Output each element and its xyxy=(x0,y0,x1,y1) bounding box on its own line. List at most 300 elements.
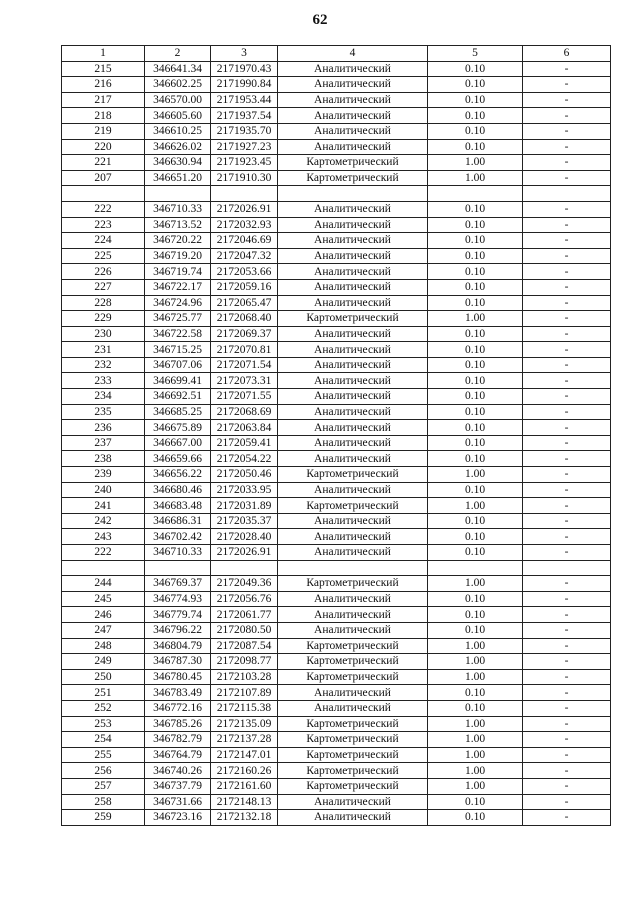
note-cell: - xyxy=(523,123,611,139)
header-cell-1: 1 xyxy=(62,46,145,62)
table-row xyxy=(62,201,611,217)
y-coordinate-cell: 2172068.40 xyxy=(211,311,278,327)
note-cell: - xyxy=(523,513,611,529)
point-number-cell: 235 xyxy=(62,404,145,420)
accuracy-cell: 0.10 xyxy=(428,389,523,405)
accuracy-cell: 0.10 xyxy=(428,591,523,607)
table-row xyxy=(62,279,611,295)
x-coordinate-cell: 346722.58 xyxy=(145,326,211,342)
point-number-cell: 222 xyxy=(62,545,145,561)
x-coordinate-cell: 346630.94 xyxy=(145,155,211,171)
y-coordinate-cell: 2172087.54 xyxy=(211,638,278,654)
point-number-cell: 239 xyxy=(62,467,145,483)
method-cell: Аналитический xyxy=(278,326,428,342)
y-coordinate-cell xyxy=(211,560,278,576)
accuracy-cell: 0.10 xyxy=(428,622,523,638)
accuracy-cell: 0.10 xyxy=(428,92,523,108)
method-cell: Аналитический xyxy=(278,529,428,545)
table-row xyxy=(62,123,611,139)
point-number-cell: 258 xyxy=(62,794,145,810)
method-cell: Аналитический xyxy=(278,295,428,311)
x-coordinate-cell: 346659.66 xyxy=(145,451,211,467)
table-row xyxy=(62,389,611,405)
note-cell: - xyxy=(523,451,611,467)
note-cell: - xyxy=(523,716,611,732)
accuracy-cell: 1.00 xyxy=(428,311,523,327)
method-cell: Картометрический xyxy=(278,732,428,748)
note-cell: - xyxy=(523,170,611,186)
point-number-cell: 223 xyxy=(62,217,145,233)
accuracy-cell: 0.10 xyxy=(428,123,523,139)
accuracy-cell: 0.10 xyxy=(428,139,523,155)
y-coordinate-cell: 2172047.32 xyxy=(211,248,278,264)
accuracy-cell: 0.10 xyxy=(428,108,523,124)
note-cell: - xyxy=(523,420,611,436)
method-cell: Аналитический xyxy=(278,685,428,701)
note-cell: - xyxy=(523,326,611,342)
point-number-cell: 254 xyxy=(62,732,145,748)
page-number: 62 xyxy=(312,12,328,28)
method-cell: Аналитический xyxy=(278,389,428,405)
y-coordinate-cell: 2172080.50 xyxy=(211,622,278,638)
x-coordinate-cell: 346683.48 xyxy=(145,498,211,514)
y-coordinate-cell: 2172035.37 xyxy=(211,513,278,529)
accuracy-cell: 1.00 xyxy=(428,669,523,685)
point-number-cell: 218 xyxy=(62,108,145,124)
accuracy-cell: 0.10 xyxy=(428,513,523,529)
accuracy-cell: 1.00 xyxy=(428,170,523,186)
accuracy-cell: 1.00 xyxy=(428,638,523,654)
x-coordinate-cell: 346785.26 xyxy=(145,716,211,732)
method-cell: Картометрический xyxy=(278,170,428,186)
x-coordinate-cell: 346692.51 xyxy=(145,389,211,405)
note-cell xyxy=(523,560,611,576)
x-coordinate-cell: 346737.79 xyxy=(145,778,211,794)
y-coordinate-cell: 2172033.95 xyxy=(211,482,278,498)
accuracy-cell: 0.10 xyxy=(428,357,523,373)
accuracy-cell: 0.10 xyxy=(428,233,523,249)
note-cell xyxy=(523,186,611,202)
method-cell: Аналитический xyxy=(278,622,428,638)
note-cell: - xyxy=(523,778,611,794)
accuracy-cell: 0.10 xyxy=(428,373,523,389)
point-number-cell: 256 xyxy=(62,763,145,779)
method-cell: Аналитический xyxy=(278,264,428,280)
note-cell: - xyxy=(523,373,611,389)
note-cell: - xyxy=(523,311,611,327)
y-coordinate-cell: 2172050.46 xyxy=(211,467,278,483)
note-cell: - xyxy=(523,201,611,217)
method-cell: Аналитический xyxy=(278,123,428,139)
table-row xyxy=(62,732,611,748)
y-coordinate-cell: 2172071.54 xyxy=(211,357,278,373)
x-coordinate-cell: 346796.22 xyxy=(145,622,211,638)
point-number-cell: 222 xyxy=(62,201,145,217)
table-row xyxy=(62,498,611,514)
y-coordinate-cell: 2172054.22 xyxy=(211,451,278,467)
method-cell: Картометрический xyxy=(278,716,428,732)
table-row xyxy=(62,186,611,202)
note-cell: - xyxy=(523,763,611,779)
method-cell: Картометрический xyxy=(278,763,428,779)
y-coordinate-cell: 2172032.93 xyxy=(211,217,278,233)
point-number-cell: 231 xyxy=(62,342,145,358)
x-coordinate-cell: 346720.22 xyxy=(145,233,211,249)
y-coordinate-cell: 2172147.01 xyxy=(211,747,278,763)
header-cell-6: 6 xyxy=(523,46,611,62)
accuracy-cell: 1.00 xyxy=(428,778,523,794)
point-number-cell: 253 xyxy=(62,716,145,732)
point-number-cell: 233 xyxy=(62,373,145,389)
note-cell: - xyxy=(523,139,611,155)
method-cell: Аналитический xyxy=(278,513,428,529)
table-row xyxy=(62,217,611,233)
point-number-cell: 224 xyxy=(62,233,145,249)
y-coordinate-cell: 2172103.28 xyxy=(211,669,278,685)
method-cell: Картометрический xyxy=(278,747,428,763)
x-coordinate-cell: 346783.49 xyxy=(145,685,211,701)
table-row xyxy=(62,139,611,155)
accuracy-cell: 0.10 xyxy=(428,685,523,701)
table-row xyxy=(62,607,611,623)
table-row xyxy=(62,716,611,732)
y-coordinate-cell: 2171953.44 xyxy=(211,92,278,108)
y-coordinate-cell: 2172046.69 xyxy=(211,233,278,249)
table-row xyxy=(62,513,611,529)
method-cell: Картометрический xyxy=(278,778,428,794)
point-number-cell: 240 xyxy=(62,482,145,498)
table-row xyxy=(62,622,611,638)
accuracy-cell: 0.10 xyxy=(428,326,523,342)
note-cell: - xyxy=(523,654,611,670)
note-cell: - xyxy=(523,279,611,295)
note-cell: - xyxy=(523,747,611,763)
y-coordinate-cell: 2171970.43 xyxy=(211,61,278,77)
accuracy-cell: 0.10 xyxy=(428,201,523,217)
table-row xyxy=(62,669,611,685)
note-cell: - xyxy=(523,685,611,701)
point-number-cell: 228 xyxy=(62,295,145,311)
point-number-cell: 252 xyxy=(62,700,145,716)
x-coordinate-cell: 346656.22 xyxy=(145,467,211,483)
table-row xyxy=(62,233,611,249)
point-number-cell: 234 xyxy=(62,389,145,405)
method-cell: Аналитический xyxy=(278,810,428,826)
point-number-cell: 215 xyxy=(62,61,145,77)
x-coordinate-cell: 346723.16 xyxy=(145,810,211,826)
x-coordinate-cell: 346605.60 xyxy=(145,108,211,124)
x-coordinate-cell: 346724.96 xyxy=(145,295,211,311)
point-number-cell: 232 xyxy=(62,357,145,373)
table-row xyxy=(62,342,611,358)
y-coordinate-cell: 2172135.09 xyxy=(211,716,278,732)
point-number-cell: 241 xyxy=(62,498,145,514)
method-cell: Аналитический xyxy=(278,357,428,373)
table-row xyxy=(62,357,611,373)
table-row xyxy=(62,482,611,498)
y-coordinate-cell: 2172065.47 xyxy=(211,295,278,311)
point-number-cell: 230 xyxy=(62,326,145,342)
header-cell-3: 3 xyxy=(211,46,278,62)
table-row xyxy=(62,311,611,327)
point-number-cell xyxy=(62,560,145,576)
point-number-cell: 227 xyxy=(62,279,145,295)
y-coordinate-cell: 2172031.89 xyxy=(211,498,278,514)
table-row xyxy=(62,420,611,436)
note-cell: - xyxy=(523,607,611,623)
note-cell: - xyxy=(523,732,611,748)
accuracy-cell: 1.00 xyxy=(428,716,523,732)
accuracy-cell: 0.10 xyxy=(428,342,523,358)
method-cell: Аналитический xyxy=(278,233,428,249)
point-number-cell: 229 xyxy=(62,311,145,327)
accuracy-cell: 0.10 xyxy=(428,545,523,561)
note-cell: - xyxy=(523,810,611,826)
y-coordinate-cell: 2172115.38 xyxy=(211,700,278,716)
y-coordinate-cell: 2172160.26 xyxy=(211,763,278,779)
note-cell: - xyxy=(523,669,611,685)
x-coordinate-cell: 346725.77 xyxy=(145,311,211,327)
table-body xyxy=(62,46,611,826)
table-row xyxy=(62,560,611,576)
y-coordinate-cell: 2172063.84 xyxy=(211,420,278,436)
note-cell: - xyxy=(523,61,611,77)
method-cell: Аналитический xyxy=(278,404,428,420)
x-coordinate-cell: 346715.25 xyxy=(145,342,211,358)
note-cell: - xyxy=(523,357,611,373)
note-cell: - xyxy=(523,264,611,280)
table-row xyxy=(62,326,611,342)
point-number-cell: 245 xyxy=(62,591,145,607)
x-coordinate-cell: 346570.00 xyxy=(145,92,211,108)
note-cell: - xyxy=(523,342,611,358)
y-coordinate-cell: 2172161.60 xyxy=(211,778,278,794)
y-coordinate-cell: 2171910.30 xyxy=(211,170,278,186)
note-cell: - xyxy=(523,217,611,233)
table-row xyxy=(62,404,611,420)
method-cell: Аналитический xyxy=(278,373,428,389)
method-cell: Картометрический xyxy=(278,498,428,514)
y-coordinate-cell: 2172026.91 xyxy=(211,545,278,561)
table-row xyxy=(62,373,611,389)
accuracy-cell: 0.10 xyxy=(428,794,523,810)
y-coordinate-cell: 2172068.69 xyxy=(211,404,278,420)
point-number-cell: 219 xyxy=(62,123,145,139)
header-cell-4: 4 xyxy=(278,46,428,62)
table-row xyxy=(62,685,611,701)
accuracy-cell: 1.00 xyxy=(428,732,523,748)
x-coordinate-cell: 346731.66 xyxy=(145,794,211,810)
table-row xyxy=(62,77,611,93)
y-coordinate-cell xyxy=(211,186,278,202)
y-coordinate-cell: 2171927.23 xyxy=(211,139,278,155)
method-cell xyxy=(278,560,428,576)
x-coordinate-cell: 346769.37 xyxy=(145,576,211,592)
x-coordinate-cell: 346651.20 xyxy=(145,170,211,186)
point-number-cell: 251 xyxy=(62,685,145,701)
accuracy-cell: 1.00 xyxy=(428,576,523,592)
point-number-cell: 236 xyxy=(62,420,145,436)
accuracy-cell: 0.10 xyxy=(428,529,523,545)
note-cell: - xyxy=(523,467,611,483)
y-coordinate-cell: 2172098.77 xyxy=(211,654,278,670)
accuracy-cell: 0.10 xyxy=(428,607,523,623)
accuracy-cell xyxy=(428,560,523,576)
method-cell: Аналитический xyxy=(278,61,428,77)
point-number-cell: 207 xyxy=(62,170,145,186)
method-cell: Картометрический xyxy=(278,467,428,483)
header-cell-5: 5 xyxy=(428,46,523,62)
method-cell: Аналитический xyxy=(278,482,428,498)
method-cell: Аналитический xyxy=(278,435,428,451)
point-number-cell: 244 xyxy=(62,576,145,592)
table-row xyxy=(62,451,611,467)
y-coordinate-cell: 2171937.54 xyxy=(211,108,278,124)
table-header-row xyxy=(62,46,611,62)
point-number-cell: 238 xyxy=(62,451,145,467)
method-cell xyxy=(278,186,428,202)
x-coordinate-cell: 346685.25 xyxy=(145,404,211,420)
x-coordinate-cell: 346713.52 xyxy=(145,217,211,233)
y-coordinate-cell: 2171935.70 xyxy=(211,123,278,139)
note-cell: - xyxy=(523,435,611,451)
x-coordinate-cell: 346710.33 xyxy=(145,201,211,217)
x-coordinate-cell xyxy=(145,560,211,576)
x-coordinate-cell: 346675.89 xyxy=(145,420,211,436)
point-number-cell: 216 xyxy=(62,77,145,93)
point-number-cell: 259 xyxy=(62,810,145,826)
note-cell: - xyxy=(523,700,611,716)
accuracy-cell: 0.10 xyxy=(428,451,523,467)
method-cell: Картометрический xyxy=(278,638,428,654)
y-coordinate-cell: 2172059.41 xyxy=(211,435,278,451)
method-cell: Аналитический xyxy=(278,420,428,436)
table-row xyxy=(62,576,611,592)
table-row xyxy=(62,92,611,108)
x-coordinate-cell: 346686.31 xyxy=(145,513,211,529)
table-row xyxy=(62,654,611,670)
note-cell: - xyxy=(523,92,611,108)
y-coordinate-cell: 2172049.36 xyxy=(211,576,278,592)
table-row xyxy=(62,763,611,779)
method-cell: Картометрический xyxy=(278,669,428,685)
y-coordinate-cell: 2172132.18 xyxy=(211,810,278,826)
x-coordinate-cell: 346780.45 xyxy=(145,669,211,685)
method-cell: Аналитический xyxy=(278,77,428,93)
note-cell: - xyxy=(523,77,611,93)
y-coordinate-cell: 2172070.81 xyxy=(211,342,278,358)
accuracy-cell: 0.10 xyxy=(428,435,523,451)
method-cell: Аналитический xyxy=(278,545,428,561)
y-coordinate-cell: 2171923.45 xyxy=(211,155,278,171)
table-row xyxy=(62,248,611,264)
method-cell: Аналитический xyxy=(278,607,428,623)
note-cell: - xyxy=(523,498,611,514)
accuracy-cell: 0.10 xyxy=(428,217,523,233)
table-row xyxy=(62,170,611,186)
x-coordinate-cell: 346719.20 xyxy=(145,248,211,264)
header-cell-2: 2 xyxy=(145,46,211,62)
table-row xyxy=(62,794,611,810)
x-coordinate-cell: 346804.79 xyxy=(145,638,211,654)
method-cell: Аналитический xyxy=(278,139,428,155)
point-number-cell: 221 xyxy=(62,155,145,171)
note-cell: - xyxy=(523,529,611,545)
point-number-cell xyxy=(62,186,145,202)
table-row xyxy=(62,591,611,607)
table-row xyxy=(62,778,611,794)
x-coordinate-cell: 346774.93 xyxy=(145,591,211,607)
y-coordinate-cell: 2172053.66 xyxy=(211,264,278,280)
accuracy-cell: 0.10 xyxy=(428,810,523,826)
point-number-cell: 248 xyxy=(62,638,145,654)
table-row xyxy=(62,108,611,124)
note-cell: - xyxy=(523,482,611,498)
point-number-cell: 237 xyxy=(62,435,145,451)
table-row xyxy=(62,61,611,77)
method-cell: Картометрический xyxy=(278,311,428,327)
table-row xyxy=(62,295,611,311)
accuracy-cell: 1.00 xyxy=(428,654,523,670)
x-coordinate-cell: 346626.02 xyxy=(145,139,211,155)
table-row xyxy=(62,810,611,826)
accuracy-cell xyxy=(428,186,523,202)
point-number-cell: 250 xyxy=(62,669,145,685)
y-coordinate-cell: 2172056.76 xyxy=(211,591,278,607)
point-number-cell: 247 xyxy=(62,622,145,638)
note-cell: - xyxy=(523,545,611,561)
table-row xyxy=(62,700,611,716)
accuracy-cell: 1.00 xyxy=(428,763,523,779)
method-cell: Аналитический xyxy=(278,342,428,358)
method-cell: Аналитический xyxy=(278,700,428,716)
note-cell: - xyxy=(523,404,611,420)
y-coordinate-cell: 2172069.37 xyxy=(211,326,278,342)
x-coordinate-cell: 346680.46 xyxy=(145,482,211,498)
x-coordinate-cell: 346602.25 xyxy=(145,77,211,93)
note-cell: - xyxy=(523,295,611,311)
accuracy-cell: 1.00 xyxy=(428,467,523,483)
accuracy-cell: 1.00 xyxy=(428,747,523,763)
method-cell: Аналитический xyxy=(278,279,428,295)
x-coordinate-cell: 346707.06 xyxy=(145,357,211,373)
x-coordinate-cell: 346779.74 xyxy=(145,607,211,623)
method-cell: Аналитический xyxy=(278,794,428,810)
accuracy-cell: 0.10 xyxy=(428,279,523,295)
accuracy-cell: 1.00 xyxy=(428,155,523,171)
method-cell: Аналитический xyxy=(278,248,428,264)
point-number-cell: 246 xyxy=(62,607,145,623)
x-coordinate-cell: 346764.79 xyxy=(145,747,211,763)
note-cell: - xyxy=(523,638,611,654)
table-row xyxy=(62,155,611,171)
table-row xyxy=(62,638,611,654)
table-row xyxy=(62,435,611,451)
table-row xyxy=(62,264,611,280)
accuracy-cell: 0.10 xyxy=(428,77,523,93)
x-coordinate-cell: 346782.79 xyxy=(145,732,211,748)
accuracy-cell: 0.10 xyxy=(428,700,523,716)
accuracy-cell: 0.10 xyxy=(428,61,523,77)
accuracy-cell: 0.10 xyxy=(428,264,523,280)
point-number-cell: 220 xyxy=(62,139,145,155)
point-number-cell: 243 xyxy=(62,529,145,545)
note-cell: - xyxy=(523,108,611,124)
point-number-cell: 217 xyxy=(62,92,145,108)
y-coordinate-cell: 2172148.13 xyxy=(211,794,278,810)
coordinates-table xyxy=(61,45,611,826)
table-row xyxy=(62,747,611,763)
